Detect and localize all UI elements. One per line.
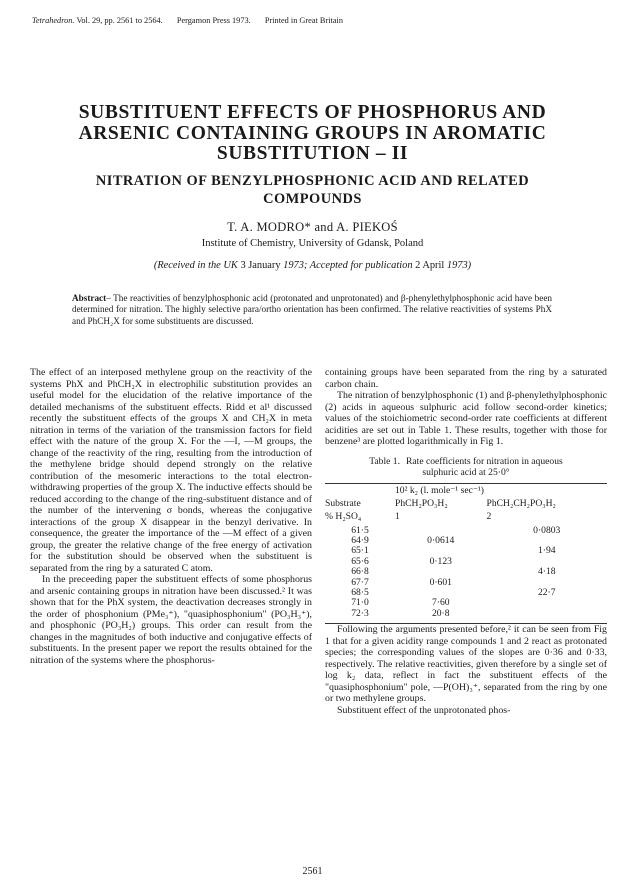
- accepted-date: 2 April: [415, 259, 445, 271]
- header-compound-2-number: 2: [486, 510, 492, 522]
- table-cell-h2so4: 64·9: [351, 534, 369, 546]
- printed-in: Printed in Great Britain: [264, 16, 343, 25]
- table-row: [325, 567, 607, 577]
- table-cell-k2: 0·0803: [533, 524, 561, 536]
- header-compound-1-number: 1: [395, 510, 400, 522]
- table-cell-h2so4: 61·5: [351, 524, 369, 536]
- header-substrate: Substrate: [325, 497, 361, 509]
- table-caption-line-1: Rate coefficients for nitration in aqueous: [406, 455, 563, 467]
- left-paragraph-2: In the preceeding paper the substituent effects of some phosphorus and arsenic containing groups in nitration have been discussed.² It was shown that for the PhX system, the deactivation decreases strongly in the order of phosphonium (PMe₃⁺), "quasiphosphonium" (PO₃H₃⁺), and phosphonic (PO₃H₂) groups. This order can result from the changes in the magnitudes of both inductive and conjugative effects of substituents. In the present paper we report the results obtained for the nitration of the systems where the phosphorus-: [30, 574, 312, 666]
- right-paragraph-2: The nitration of benzylphosphonic (1) and β-phenylethylphosphonic (2) acids in aqueous sulphuric acid follow second-order kinetics; values of the stoichiometric second-order rate coefficients at different acidities are set out in Table 1. These results, together with those for benzene³ are plotted logarithmically in Fig 1.: [325, 390, 607, 447]
- rate-table-block: [325, 456, 607, 625]
- title-line-1: SUBSTITUENT EFFECTS OF PHOSPHORUS AND: [78, 102, 547, 123]
- abstract: [72, 293, 552, 327]
- publisher: Pergamon Press 1973.: [176, 16, 251, 25]
- subtitle-line-2: COMPOUNDS: [263, 190, 362, 207]
- title-line-3: SUBSTITUTION – II: [216, 143, 409, 164]
- paper-subtitle: [40, 172, 585, 208]
- right-paragraph-3: Following the arguments presented before,² it can be seen from Fig 1 that for a given acidity range compounds 1 and 2 react as protonated species; the corresponding values of the slopes are 0·36 and 0·33, respectively. The relative reactivities, given therefore by a single set of log k₂ data, reflect in fact the substituent effects of the "quasiphosphonium" pole, —P(OH)₃⁺, separated from the ring by one or two methylene groups.: [325, 624, 607, 705]
- paper-title: [40, 103, 585, 165]
- table-cell-k1: 0·123: [429, 555, 452, 567]
- received-date: 3 January: [240, 259, 281, 271]
- table-cell-h2so4: 65·6: [351, 555, 369, 567]
- header-compound-1-formula: PhCH₂PO₃H₂: [395, 497, 448, 509]
- title-block: [40, 103, 585, 271]
- table-cell-k1: 0·0614: [427, 534, 455, 546]
- right-column: [325, 367, 607, 716]
- received-close: 1973): [444, 259, 472, 271]
- title-line-2: ARSENIC CONTAINING GROUPS IN AROMATIC: [78, 122, 547, 144]
- volume-pages: Vol. 29, pp. 2561 to 2564.: [76, 16, 163, 25]
- table-caption: [325, 456, 607, 479]
- table-cell-k1: 7·60: [431, 597, 450, 609]
- table-cell-h2so4: 65·1: [351, 545, 369, 557]
- page-number: 2561: [302, 866, 323, 877]
- table-cell-k2: [487, 609, 607, 619]
- abstract-text: – The reactivities of benzylphosphonic acid (protonated and unprotonated) and β-phenylethylphosphonic acid have been determined for nitration. The highly selective para/ortho orientation has been confirmed. The relative reactivities of systems PhX and PhCH₂X for some substituents are discussed.: [72, 293, 552, 326]
- table-cell-h2so4: 72·3: [351, 607, 369, 619]
- received-mid: 1973; Accepted for publication: [280, 259, 416, 271]
- rate-table: [325, 484, 607, 620]
- received-dates: [40, 260, 585, 271]
- table-cell-h2so4: 68·5: [351, 586, 369, 598]
- table-cell-k1: [395, 567, 487, 577]
- table-cell-k2: [487, 598, 607, 608]
- left-column: [30, 367, 312, 666]
- right-paragraph-4: Substituent effect of the unprotonated phos-: [337, 704, 511, 716]
- table-cell-k1: 20·8: [431, 607, 450, 619]
- table-cell-k2: 1·94: [537, 545, 556, 557]
- table-cell-h2so4: 71·0: [351, 597, 369, 609]
- table-cell-h2so4: 67·7: [351, 576, 369, 588]
- abstract-label: Abstract: [72, 293, 107, 303]
- table-cell-k2: 22·7: [537, 586, 556, 598]
- table-cell-k1: 0·601: [429, 576, 452, 588]
- table-row: [325, 609, 607, 619]
- running-head: [32, 16, 592, 25]
- affiliation: Institute of Chemistry, University of Gdansk, Poland: [201, 237, 424, 249]
- subtitle-line-1: NITRATION OF BENZYLPHOSPHONIC ACID AND RELATED: [95, 172, 530, 189]
- table-cell-k2: 4·18: [537, 566, 556, 578]
- journal-name: Tetrahedron.: [32, 16, 75, 25]
- left-paragraph-1: The effect of an interposed methylene group on the reactivity of the systems PhX and PhCH₂X in electrophilic substitution provides an useful model for the elucidation of the relative importance of the detailed mechanisms of the substituent effects. Ridd et al¹ discussed recently the substituent effects of the groups X and CH₂X in meta nitration in terms of the variation of the transmission factors for field effect with the nature of the group X. For the —I, —M groups, the change of the reactivity of the ring, resulting from the introduction of the methylene bridge should depend strongly on the relative contribution of the mesomeric interactions to the total electron-withdrawing properties of the group X. The inductive effects should be reduced according to the change of the ring-substituent distance and of the number of the intervening σ bonds, whereas the conjugative interactions of the group X disappear in the benzyl derivative. In consequence, the greater the importance of the —M effect of a given group, the greater the relative change of the free energy of activation for the substitution should be observed when the substituent is separated from the ring by a saturated C atom.: [30, 367, 312, 574]
- right-paragraph-1: containing groups have been separated from the ring by a saturated carbon chain.: [325, 367, 607, 390]
- authors: T. A. MODRO* and A. PIEKOŚ: [227, 219, 398, 234]
- table-caption-line-2: sulphuric acid at 25·0°: [422, 467, 510, 478]
- header-h2so4: % H₂SO₄: [325, 510, 362, 522]
- header-units: 10² k₂ (l. mole⁻¹ sec⁻¹): [395, 484, 484, 496]
- received-open: (Received in the UK: [153, 259, 241, 271]
- header-compound-2-formula: PhCH₂CH₂PO₃H₂: [486, 497, 556, 509]
- header-blank: [325, 484, 395, 497]
- rate-table-body: [325, 523, 607, 620]
- table-cell-h2so4: 66·8: [351, 566, 369, 578]
- table-label: Table 1.: [369, 455, 400, 467]
